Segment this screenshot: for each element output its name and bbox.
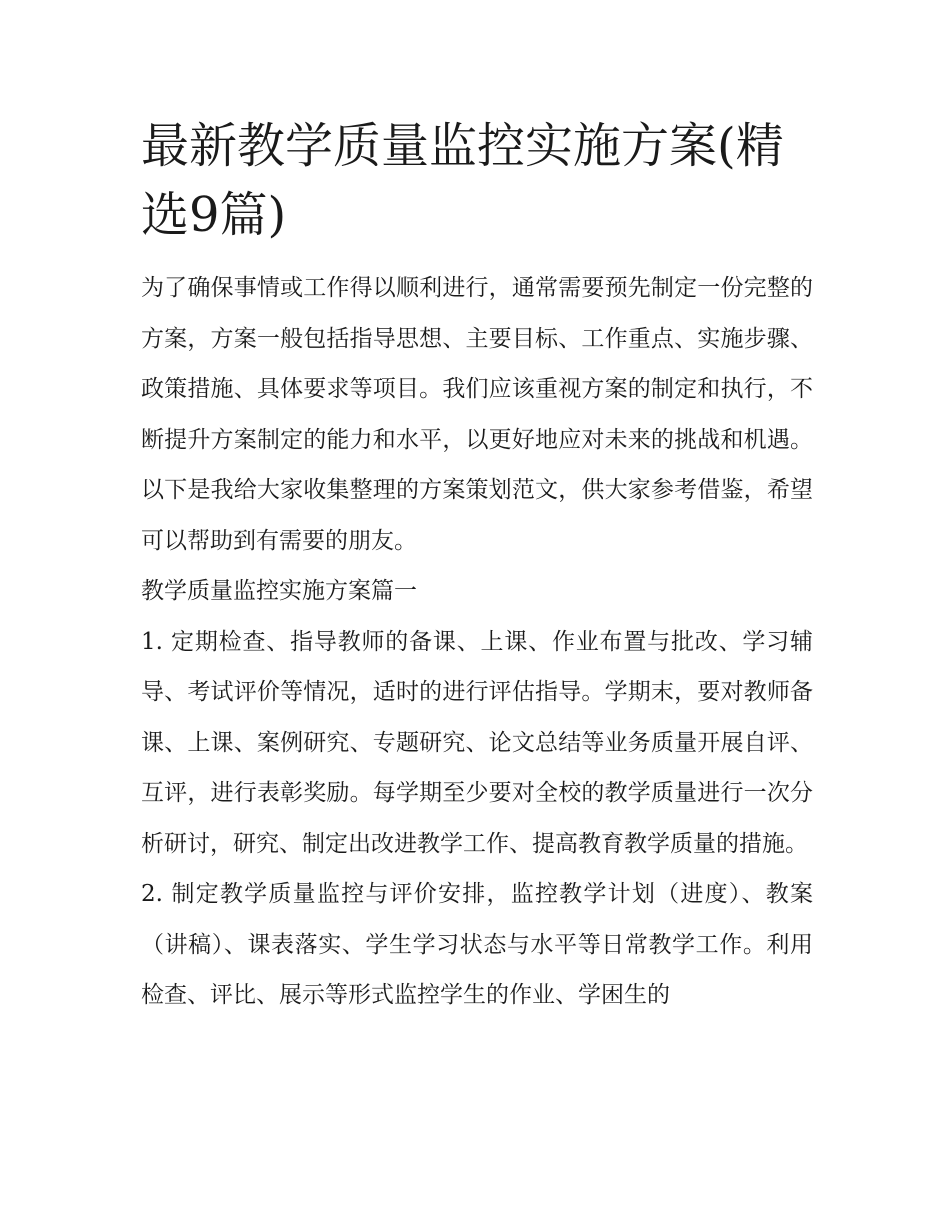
intro-paragraph: 为了确保事情或工作得以顺利进行，通常需要预先制定一份完整的方案，方案一般包括指导思想、主要目标、工作重点、实施步骤、政策措施、具体要求等项目。我们应该重视方案的制定和执行，不断提升方案制定的能力和水平，以更好地应对未来的挑战和机遇。以下是我给大家收集整理的方案策划范文，供大家参考借鉴，希望可以帮助到有需要的朋友。 [141,275,813,554]
list-item-1: 1. 定期检查、指导教师的备课、上课、作业布置与批改、学习辅导、考试评价等情况，适时的进行评估指导。学期末，要对教师备课、上课、案例研究、专题研究、论文总结等业务质量开展自评、互评，进行表彰奖励。每学期至少要对全校的教学质量进行一次分析研讨，研究、制定出改进教学工作、提高教育教学质量的措施。 [141,628,813,857]
document-title: 最新教学质量监控实施方案(精选9篇) [141,118,784,243]
section-heading: 教学质量监控实施方案篇一 [141,578,417,604]
document-page [141,112,813,1021]
list-item-2: 2. 制定教学质量监控与评价安排，监控教学计划（进度）、教案（讲稿）、课表落实、学生学习状态与水平等日常教学工作。利用检查、评比、展示等形式监控学生的作业、学困生的 [141,881,813,1008]
document-body [141,263,813,1021]
